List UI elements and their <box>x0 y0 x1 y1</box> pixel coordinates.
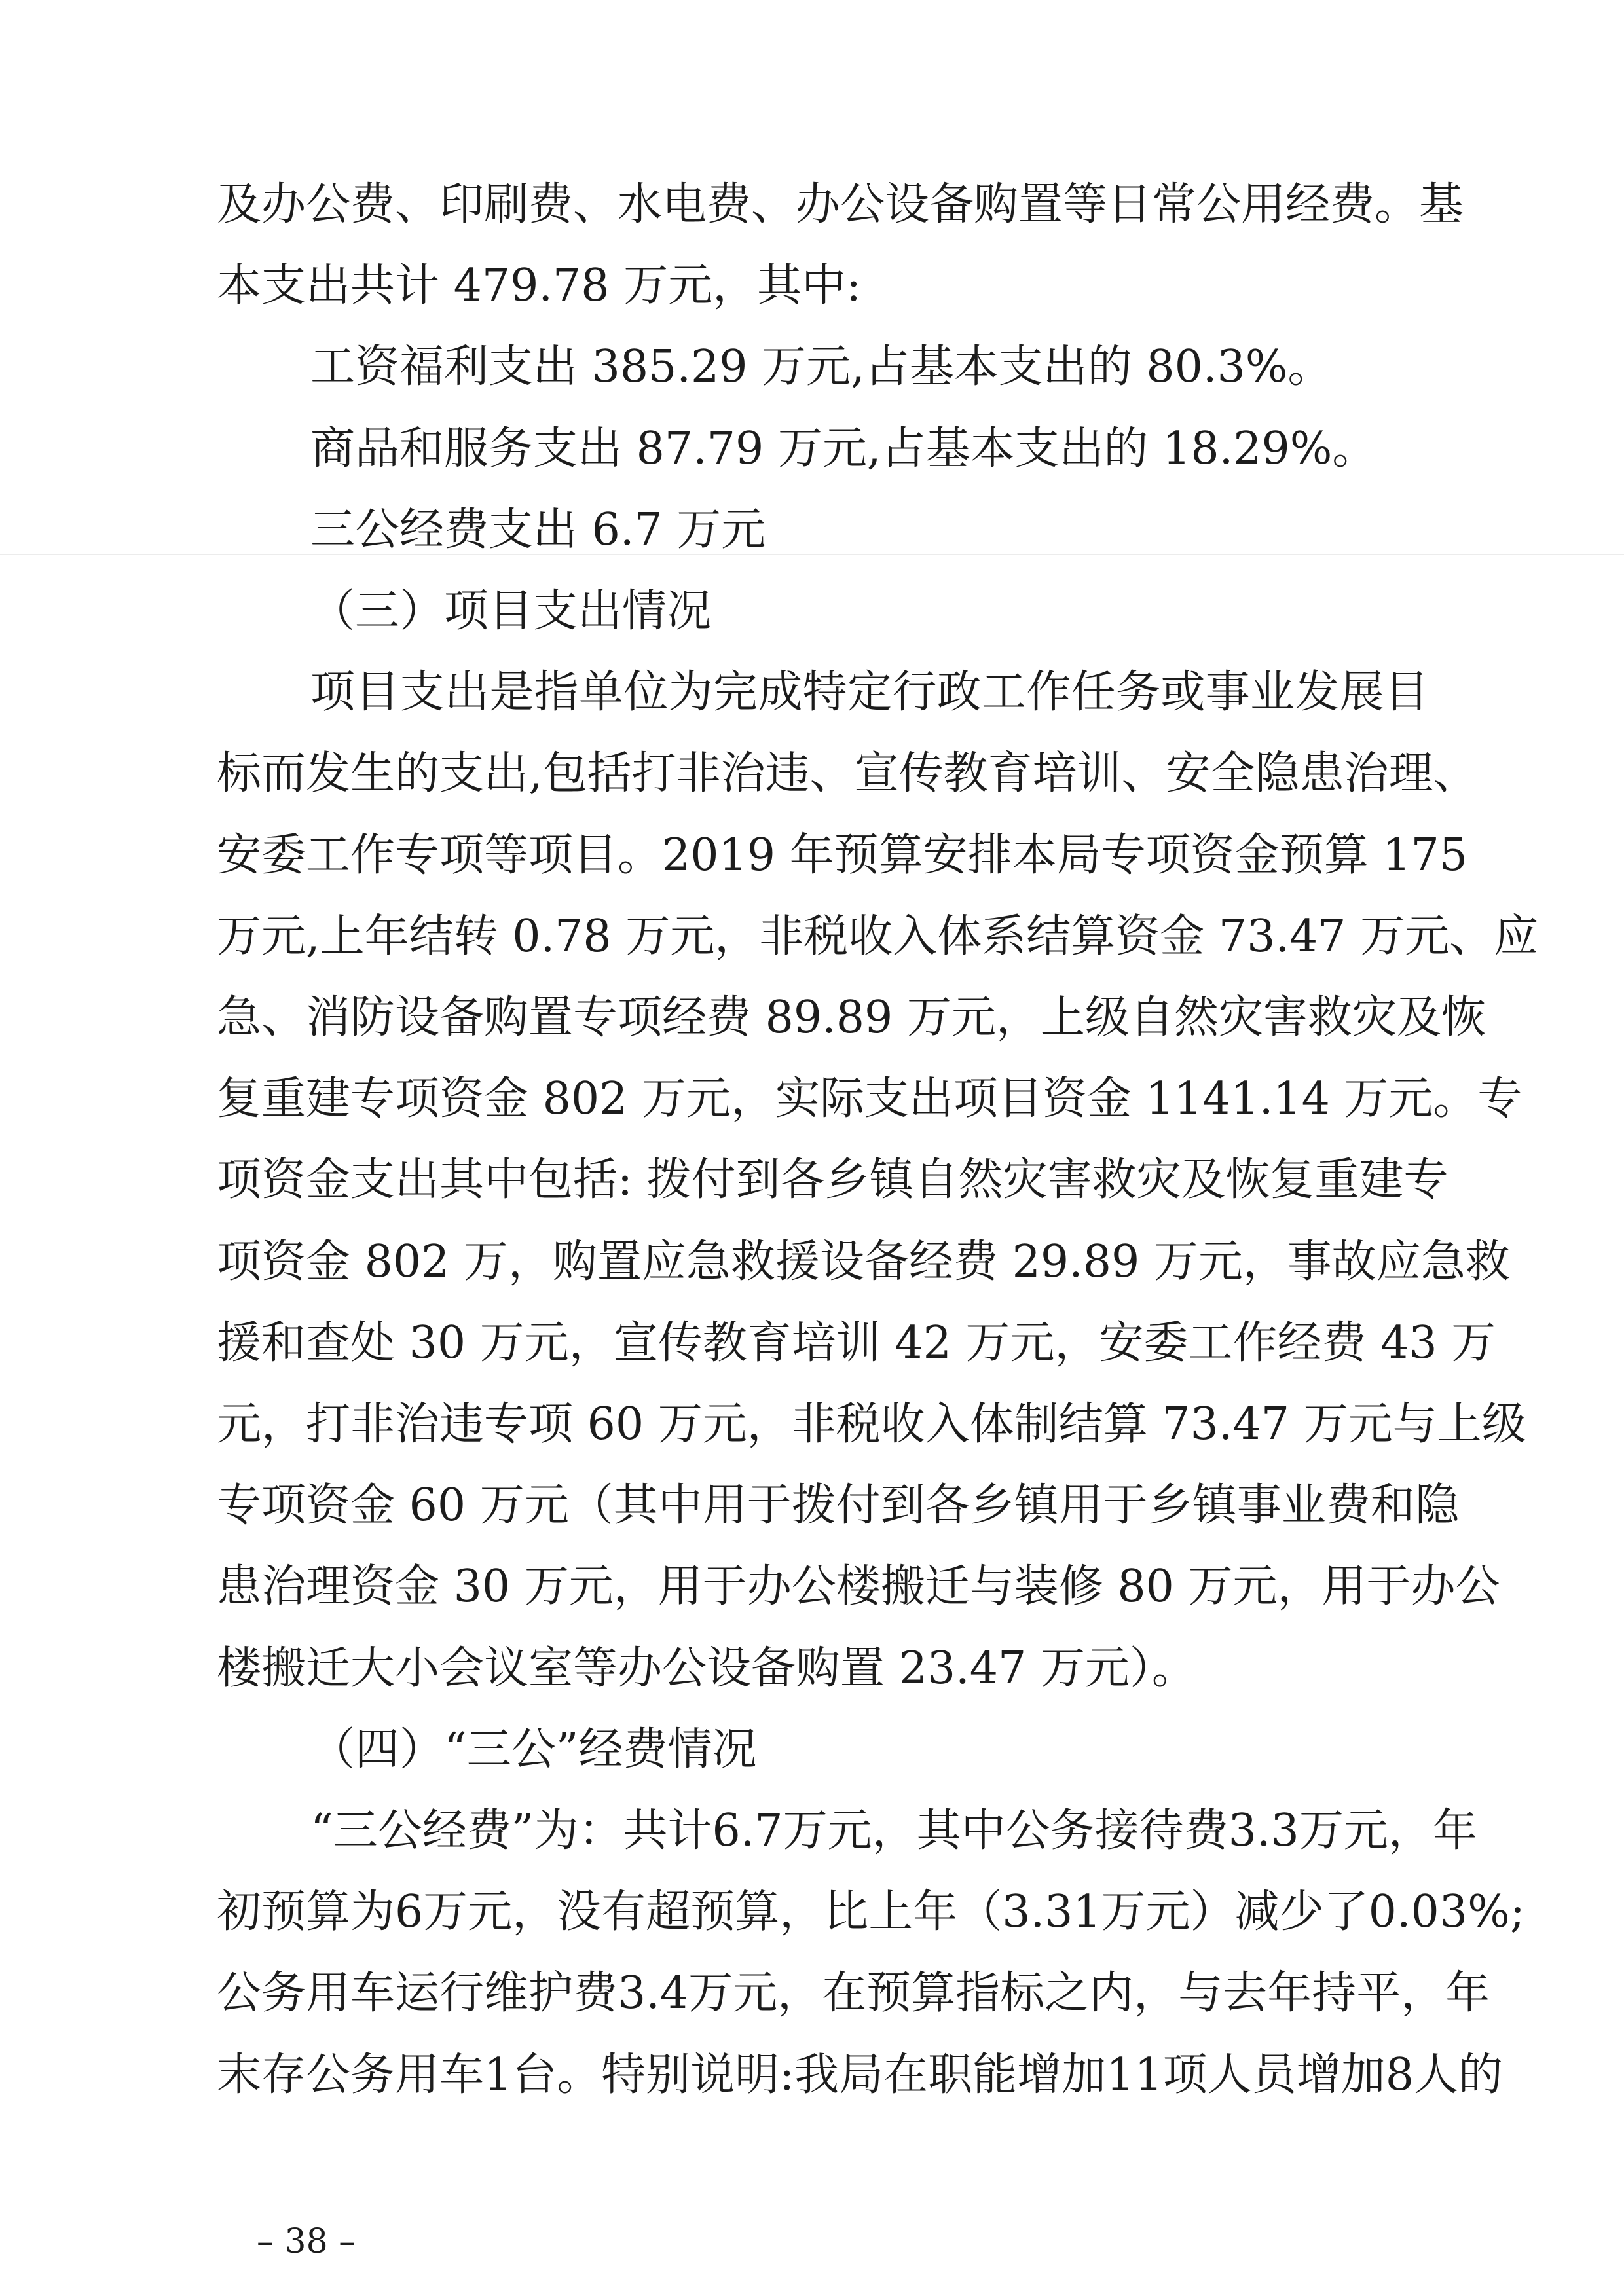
section-heading: （三）项目支出情况 <box>310 585 712 637</box>
text-line: 项资金 802 万，购置应急救援设备经费 29.89 万元，事故应急救 <box>217 1236 1510 1288</box>
text-line: 援和查处 30 万元，宣传教育培训 42 万元，安委工作经费 43 万 <box>217 1317 1496 1369</box>
text-line: 及办公费、印刷费、水电费、办公设备购置等日常公用经费。基 <box>217 179 1464 230</box>
text-line: “三公经费”为：共计6.7万元，其中公务接待费3.3万元，年 <box>310 1805 1477 1857</box>
list-item: 三公经费支出 6.7 万元 <box>310 504 766 556</box>
text-line: 复重建专项资金 802 万元，实际支出项目资金 1141.14 万元。专 <box>217 1073 1522 1125</box>
text-line: 安委工作专项等项目。2019 年预算安排本局专项资金预算 175 <box>217 829 1468 881</box>
section-heading: （四）“三公”经费情况 <box>310 1724 757 1776</box>
page-number: – 38 – <box>257 2222 356 2261</box>
scan-artifact-line <box>0 554 1624 555</box>
text-line: 万元,上年结转 0.78 万元，非税收入体系结算资金 73.47 万元、应 <box>217 911 1539 962</box>
text-line: 楼搬迁大小会议室等办公设备购置 23.47 万元）。 <box>217 1643 1196 1694</box>
text-line: 标而发生的支出,包括打非治违、宣传教育培训、安全隐患治理、 <box>217 748 1478 799</box>
text-line: 末存公务用车1台。特别说明:我局在职能增加11项人员增加8人的 <box>217 2049 1503 2101</box>
text-line: 初预算为6万元，没有超预算，比上年（3.31万元）减少了0.03%; <box>217 1886 1525 1938</box>
list-item: 商品和服务支出 87.79 万元,占基本支出的 18.29%。 <box>310 423 1377 475</box>
text-line: 专项资金 60 万元（其中用于拨付到各乡镇用于乡镇事业费和隐 <box>217 1480 1460 1531</box>
text-line: 本支出共计 479.78 万元，其中: <box>217 260 862 312</box>
text-line: 公务用车运行维护费3.4万元，在预算指标之内，与去年持平，年 <box>217 1967 1490 2019</box>
text-line: 患治理资金 30 万元，用于办公楼搬迁与装修 80 万元，用于办公 <box>217 1561 1500 1613</box>
text-line: 项目支出是指单位为完成特定行政工作任务或事业发展目 <box>310 666 1429 718</box>
text-line: 元，打非治违专项 60 万元，非税收入体制结算 73.47 万元与上级 <box>217 1398 1526 1450</box>
list-item: 工资福利支出 385.29 万元,占基本支出的 80.3%。 <box>310 341 1333 393</box>
text-line: 项资金支出其中包括: 拨付到各乡镇自然灾害救灾及恢复重建专 <box>217 1154 1449 1206</box>
text-line: 急、消防设备购置专项经费 89.89 万元，上级自然灾害救灾及恢 <box>217 992 1486 1044</box>
